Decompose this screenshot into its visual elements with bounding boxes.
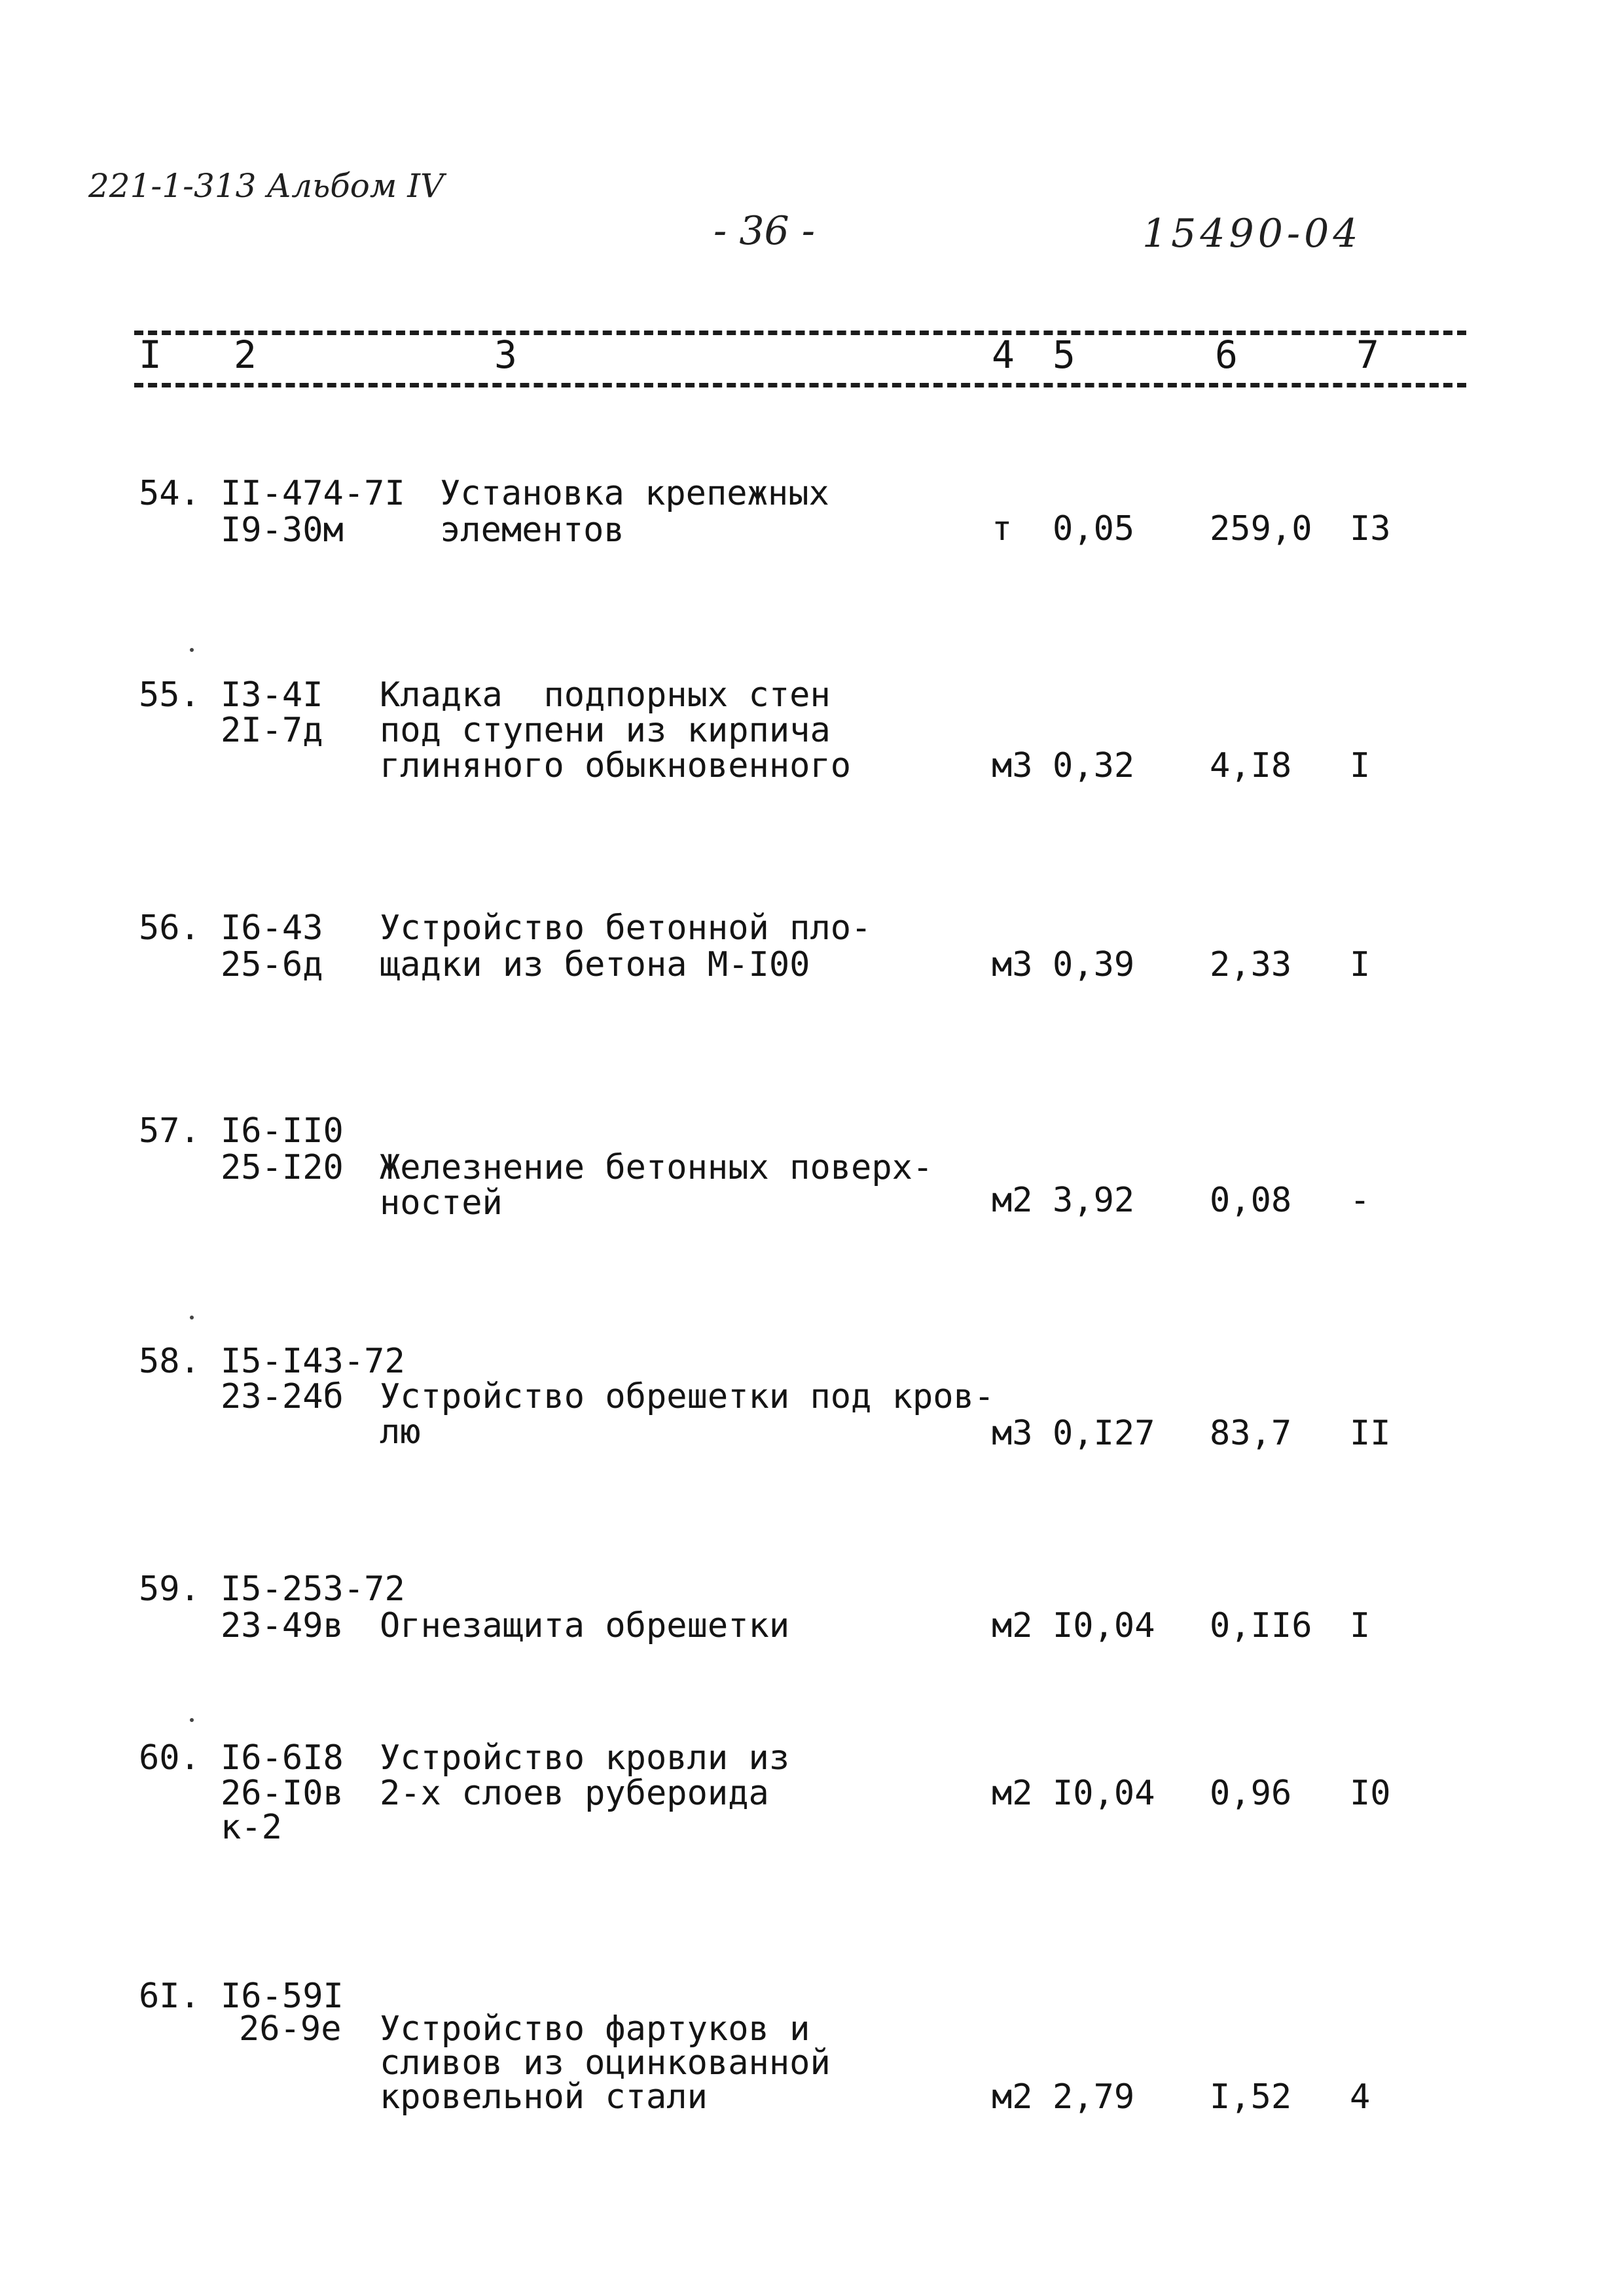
row-description: щадки из бетона М-I00 <box>380 945 810 984</box>
row-description: Железнение бетонных поверх- <box>380 1148 933 1187</box>
column-header-2: 2 <box>234 332 257 377</box>
row-quantity: 0,39 <box>1053 945 1135 984</box>
row-quantity: 2,79 <box>1053 2077 1135 2117</box>
row-description: элементов <box>440 511 624 550</box>
row-price: 2,33 <box>1210 945 1292 984</box>
row-price: 259,0 <box>1210 509 1312 548</box>
row-code: 26-I0в <box>221 1774 344 1813</box>
row-number: 58. <box>139 1342 200 1381</box>
row-price: 0,96 <box>1210 1774 1292 1813</box>
row-quantity: 0,I27 <box>1053 1414 1155 1453</box>
row-unit: м2 <box>992 1181 1033 1220</box>
row-description: Устройство кровли из <box>380 1738 790 1778</box>
row-code: I6-59I <box>221 1977 344 2016</box>
row-price: 4,I8 <box>1210 746 1292 785</box>
row-col7: 4 <box>1350 2077 1371 2117</box>
row-number: 54. <box>139 474 200 513</box>
column-header-6: 6 <box>1215 332 1238 377</box>
column-header-1: I <box>139 332 162 377</box>
row-col7: II <box>1350 1414 1391 1453</box>
row-description: кровельной стали <box>380 2077 708 2117</box>
row-code: 25-6д <box>221 945 323 984</box>
row-code: I6-43 <box>221 908 323 948</box>
row-code: I3-4I <box>221 675 323 715</box>
row-unit: м3 <box>992 1414 1033 1453</box>
row-number: 56. <box>139 908 200 948</box>
row-code: 23-49в <box>221 1606 344 1645</box>
row-col7: I <box>1350 1606 1371 1645</box>
row-description: глиняного обыкновенного <box>380 746 852 785</box>
row-description: Устройство бетонной пло- <box>380 908 872 948</box>
row-code: к-2 <box>221 1808 282 1847</box>
row-col7: I <box>1350 945 1371 984</box>
row-description: лю <box>380 1412 421 1452</box>
row-code: II-474-7I <box>221 474 405 513</box>
row-description: сливов из оцинкованной <box>380 2043 831 2083</box>
archive-stamp: 221-1-313 Альбом IV <box>88 167 444 205</box>
document-number: 15490-04 <box>1142 211 1362 257</box>
row-quantity: 3,92 <box>1053 1181 1135 1220</box>
row-code: I5-I43-72 <box>221 1342 405 1381</box>
column-header-7: 7 <box>1356 332 1379 377</box>
row-quantity: I0,04 <box>1053 1774 1155 1813</box>
stray-mark <box>190 1316 194 1319</box>
row-unit: м3 <box>992 746 1033 785</box>
row-number: 55. <box>139 675 200 715</box>
column-header-5: 5 <box>1053 332 1075 377</box>
row-price: 0,II6 <box>1210 1606 1312 1645</box>
row-description: 2-х слоев рубероида <box>380 1774 769 1813</box>
row-description: Установка крепежных <box>440 474 829 513</box>
row-unit: м3 <box>992 945 1033 984</box>
row-description: под ступени из кирпича <box>380 711 831 750</box>
column-header-3: 3 <box>494 332 517 377</box>
row-description: Огнезащита обрешетки <box>380 1606 790 1645</box>
row-unit: м2 <box>992 1606 1033 1645</box>
row-description: ностей <box>380 1183 503 1223</box>
row-code: I5-253-72 <box>221 1570 405 1609</box>
row-number: 60. <box>139 1738 200 1778</box>
row-code: 23-24б <box>221 1377 344 1416</box>
row-quantity: 0,05 <box>1053 509 1135 548</box>
row-number: 59. <box>139 1570 200 1609</box>
row-number: 6I. <box>139 1977 200 2016</box>
row-code: 26-9е <box>239 2009 342 2049</box>
row-price: 83,7 <box>1210 1414 1292 1453</box>
row-code: I6-6I8 <box>221 1738 344 1778</box>
row-col7: I3 <box>1350 509 1391 548</box>
row-price: I,52 <box>1210 2077 1292 2117</box>
column-header-4: 4 <box>992 332 1015 377</box>
row-code: 25-I20 <box>221 1148 344 1187</box>
row-description: Устройство фартуков и <box>380 2009 810 2049</box>
page-number: - 36 - <box>713 208 816 254</box>
row-code: I9-30м <box>221 511 344 550</box>
row-description: Кладка подпорных стен <box>380 675 831 715</box>
row-unit: т <box>992 509 1013 548</box>
stray-mark <box>190 1718 194 1722</box>
row-quantity: I0,04 <box>1053 1606 1155 1645</box>
row-code: I6-II0 <box>221 1111 344 1151</box>
row-number: 57. <box>139 1111 200 1151</box>
table-top-rule <box>134 331 1466 335</box>
row-quantity: 0,32 <box>1053 746 1135 785</box>
row-col7: - <box>1350 1181 1371 1220</box>
row-col7: I <box>1350 746 1371 785</box>
row-unit: м2 <box>992 1774 1033 1813</box>
table-header-rule <box>134 383 1466 387</box>
row-code: 2I-7д <box>221 711 323 750</box>
row-unit: м2 <box>992 2077 1033 2117</box>
row-description: Устройство обрешетки под кров- <box>380 1377 995 1416</box>
stray-mark <box>190 648 194 652</box>
row-col7: I0 <box>1350 1774 1391 1813</box>
row-price: 0,08 <box>1210 1181 1292 1220</box>
